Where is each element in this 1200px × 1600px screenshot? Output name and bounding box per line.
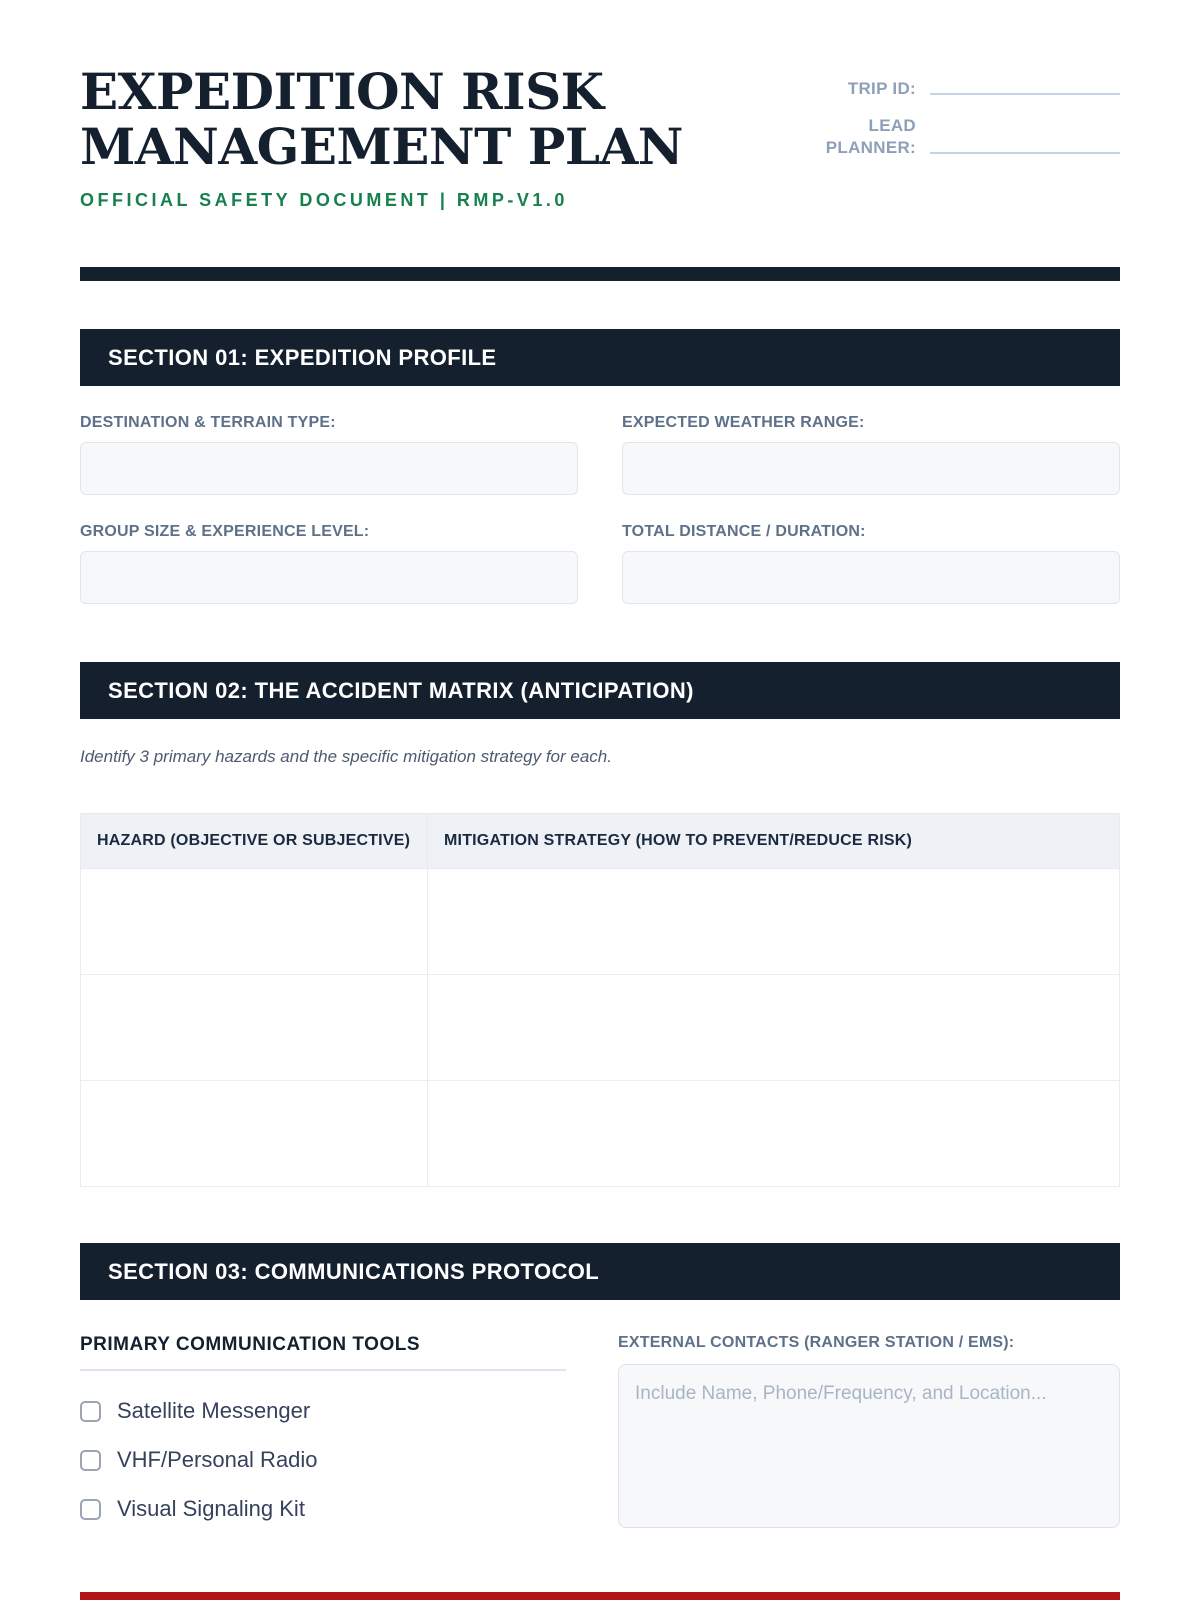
primary-tools-heading: PRIMARY COMMUNICATION TOOLS xyxy=(80,1334,566,1371)
total-distance-label: TOTAL DISTANCE / DURATION: xyxy=(622,523,866,540)
accident-matrix-table xyxy=(80,813,1120,1187)
primary-tools-column xyxy=(80,1334,566,1528)
mitigation-cell-2[interactable] xyxy=(428,975,1120,1081)
header-divider-bar xyxy=(80,267,1120,281)
trip-id-row xyxy=(798,78,1120,99)
checkbox-label: Visual Signaling Kit xyxy=(117,1496,305,1521)
header-fields xyxy=(798,64,1120,174)
section-02-header: SECTION 02: THE ACCIDENT MATRIX (ANTICIPATION) xyxy=(80,662,1120,719)
mitigation-cell-3[interactable] xyxy=(428,1081,1120,1187)
page-title-line2: MANAGEMENT PLAN xyxy=(80,117,683,176)
checkbox-icon[interactable] xyxy=(80,1450,101,1471)
field-group-size xyxy=(80,523,578,604)
lead-planner-label: LEAD PLANNER: xyxy=(825,116,916,157)
checkbox-vhf-radio[interactable] xyxy=(80,1447,566,1473)
checkbox-label: Satellite Messenger xyxy=(117,1398,311,1423)
checkbox-icon[interactable] xyxy=(80,1401,101,1422)
hazard-cell-1[interactable] xyxy=(81,869,428,975)
checkbox-satellite-messenger[interactable] xyxy=(80,1398,566,1424)
table-row xyxy=(81,975,1120,1081)
page-title xyxy=(80,64,720,174)
external-contacts-textarea[interactable] xyxy=(618,1364,1120,1528)
lead-planner-row xyxy=(798,115,1120,158)
section-03-content xyxy=(80,1334,1120,1528)
external-contacts-column xyxy=(618,1334,1120,1528)
table-header-row xyxy=(81,814,1120,869)
total-distance-input[interactable] xyxy=(622,551,1120,604)
tools-checkbox-list xyxy=(80,1398,566,1522)
footer-accent-bar xyxy=(80,1592,1120,1600)
document-header xyxy=(80,0,1120,174)
table-header-mitigation: MITIGATION STRATEGY (HOW TO PREVENT/REDUCE RISK) xyxy=(428,814,1120,869)
checkbox-label: VHF/Personal Radio xyxy=(117,1447,318,1472)
external-contacts-label: EXTERNAL CONTACTS (RANGER STATION / EMS): xyxy=(618,1334,1015,1351)
trip-id-write-line[interactable] xyxy=(930,93,1120,95)
group-size-input[interactable] xyxy=(80,551,578,604)
field-expected-weather xyxy=(622,414,1120,495)
table-row xyxy=(81,1081,1120,1187)
expected-weather-input[interactable] xyxy=(622,442,1120,495)
mitigation-cell-1[interactable] xyxy=(428,869,1120,975)
group-size-label: GROUP SIZE & EXPERIENCE LEVEL: xyxy=(80,523,370,540)
field-total-distance xyxy=(622,523,1120,604)
checkbox-visual-signaling[interactable] xyxy=(80,1496,566,1522)
table-row xyxy=(81,869,1120,975)
hazard-cell-2[interactable] xyxy=(81,975,428,1081)
section-01-header: SECTION 01: EXPEDITION PROFILE xyxy=(80,329,1120,386)
document-subtitle: OFFICIAL SAFETY DOCUMENT | RMP-V1.0 xyxy=(80,190,568,210)
field-destination-terrain xyxy=(80,414,578,495)
destination-terrain-label: DESTINATION & TERRAIN TYPE: xyxy=(80,414,336,431)
table-header-hazard: HAZARD (OBJECTIVE OR SUBJECTIVE) xyxy=(81,814,428,869)
expected-weather-label: EXPECTED WEATHER RANGE: xyxy=(622,414,865,431)
section-02-instruction: Identify 3 primary hazards and the specific mitigation strategy for each. xyxy=(80,747,612,766)
hazard-cell-3[interactable] xyxy=(81,1081,428,1187)
section-03-header: SECTION 03: COMMUNICATIONS PROTOCOL xyxy=(80,1243,1120,1300)
trip-id-label: TRIP ID: xyxy=(847,79,916,98)
checkbox-icon[interactable] xyxy=(80,1499,101,1520)
destination-terrain-input[interactable] xyxy=(80,442,578,495)
lead-planner-write-line[interactable] xyxy=(930,152,1120,154)
section-01-fields xyxy=(80,414,1120,604)
page-title-line1: EXPEDITION RISK xyxy=(80,62,604,121)
